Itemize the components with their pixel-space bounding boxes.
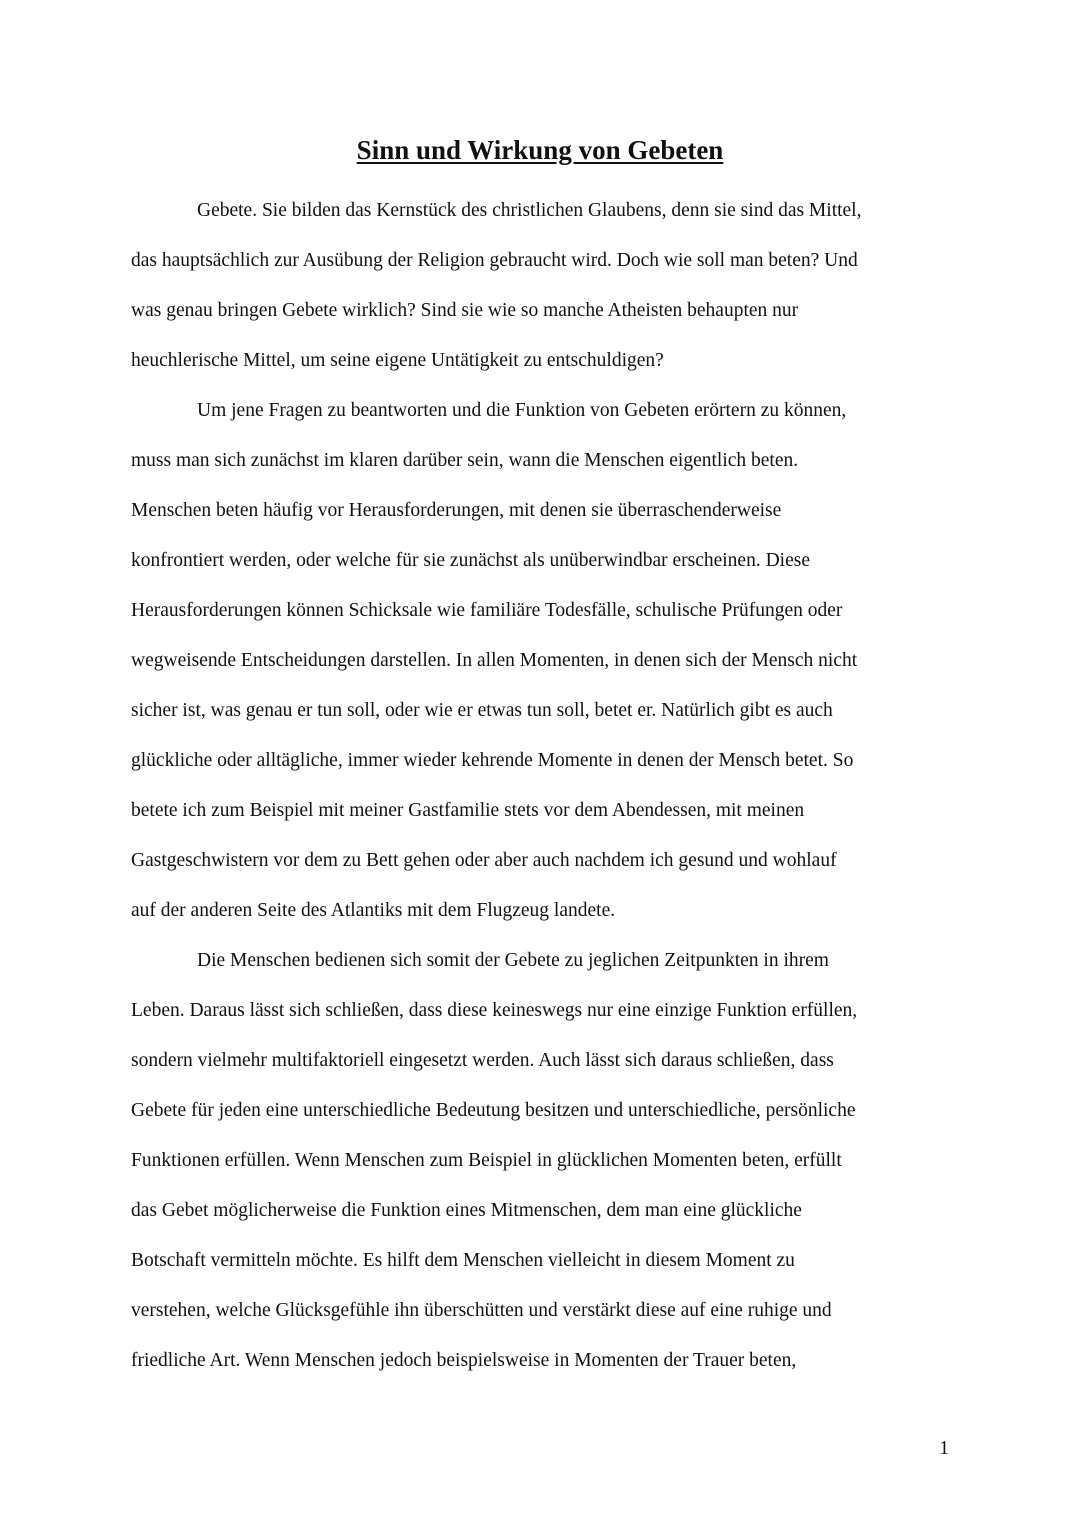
document-body bbox=[131, 186, 949, 1386]
text-line: Menschen beten häufig vor Herausforderungen, mit denen sie überraschenderweise bbox=[131, 500, 782, 521]
text-line: glückliche oder alltägliche, immer wieder kehrende Momente in denen der Mensch betet. So bbox=[131, 750, 854, 771]
text-line: verstehen, welche Glücksgefühle ihn überschütten und verstärkt diese auf eine ruhige und bbox=[131, 1300, 832, 1321]
text-line: wegweisende Entscheidungen darstellen. In allen Momenten, in denen sich der Mensch nicht bbox=[131, 650, 858, 671]
text-line: konfrontiert werden, oder welche für sie zunächst als unüberwindbar erscheinen. Diese bbox=[131, 550, 810, 571]
text-line: das hauptsächlich zur Ausübung der Religion gebraucht wird. Doch wie soll man beten? Und bbox=[131, 250, 858, 271]
text-line: sicher ist, was genau er tun soll, oder wie er etwas tun soll, betet er. Natürlich gibt es auch bbox=[131, 700, 833, 721]
text-line: Botschaft vermitteln möchte. Es hilft dem Menschen vielleicht in diesem Moment zu bbox=[131, 1250, 795, 1271]
text-line: heuchlerische Mittel, um seine eigene Untätigkeit zu entschuldigen? bbox=[131, 350, 664, 371]
text-line: was genau bringen Gebete wirklich? Sind sie wie so manche Atheisten behaupten nur bbox=[131, 300, 799, 321]
text-line: das Gebet möglicherweise die Funktion eines Mitmenschen, dem man eine glückliche bbox=[131, 1200, 802, 1221]
text-line: sondern vielmehr multifaktoriell eingesetzt werden. Auch lässt sich daraus schließen, dass bbox=[131, 1050, 834, 1071]
text-line: auf der anderen Seite des Atlantiks mit dem Flugzeug landete. bbox=[131, 900, 616, 921]
text-line: friedliche Art. Wenn Menschen jedoch beispielsweise in Momenten der Trauer beten, bbox=[131, 1350, 797, 1371]
text-line: Gebete für jeden eine unterschiedliche Bedeutung besitzen und unterschiedliche, persönliche bbox=[131, 1100, 856, 1121]
text-line: Gebete. Sie bilden das Kernstück des christlichen Glaubens, denn sie sind das Mittel, bbox=[197, 200, 862, 221]
text-line: Herausforderungen können Schicksale wie familiäre Todesfälle, schulische Prüfungen oder bbox=[131, 600, 843, 621]
text-line: Die Menschen bedienen sich somit der Gebete zu jeglichen Zeitpunkten in ihrem bbox=[197, 950, 829, 971]
text-line: Funktionen erfüllen. Wenn Menschen zum Beispiel in glücklichen Momenten beten, erfüllt bbox=[131, 1150, 842, 1171]
text-line: betete ich zum Beispiel mit meiner Gastfamilie stets vor dem Abendessen, mit meinen bbox=[131, 800, 805, 821]
page-number: 1 bbox=[939, 1438, 949, 1459]
text-line: Um jene Fragen zu beantworten und die Funktion von Gebeten erörtern zu können, bbox=[197, 400, 847, 421]
text-line: Leben. Daraus lässt sich schließen, dass diese keineswegs nur eine einzige Funktion erfüllen, bbox=[131, 1000, 858, 1021]
document-title: Sinn und Wirkung von Gebeten bbox=[356, 135, 724, 165]
text-line: muss man sich zunächst im klaren darüber sein, wann die Menschen eigentlich beten. bbox=[131, 450, 799, 471]
text-line: Gastgeschwistern vor dem zu Bett gehen oder aber auch nachdem ich gesund und wohlauf bbox=[131, 850, 837, 871]
